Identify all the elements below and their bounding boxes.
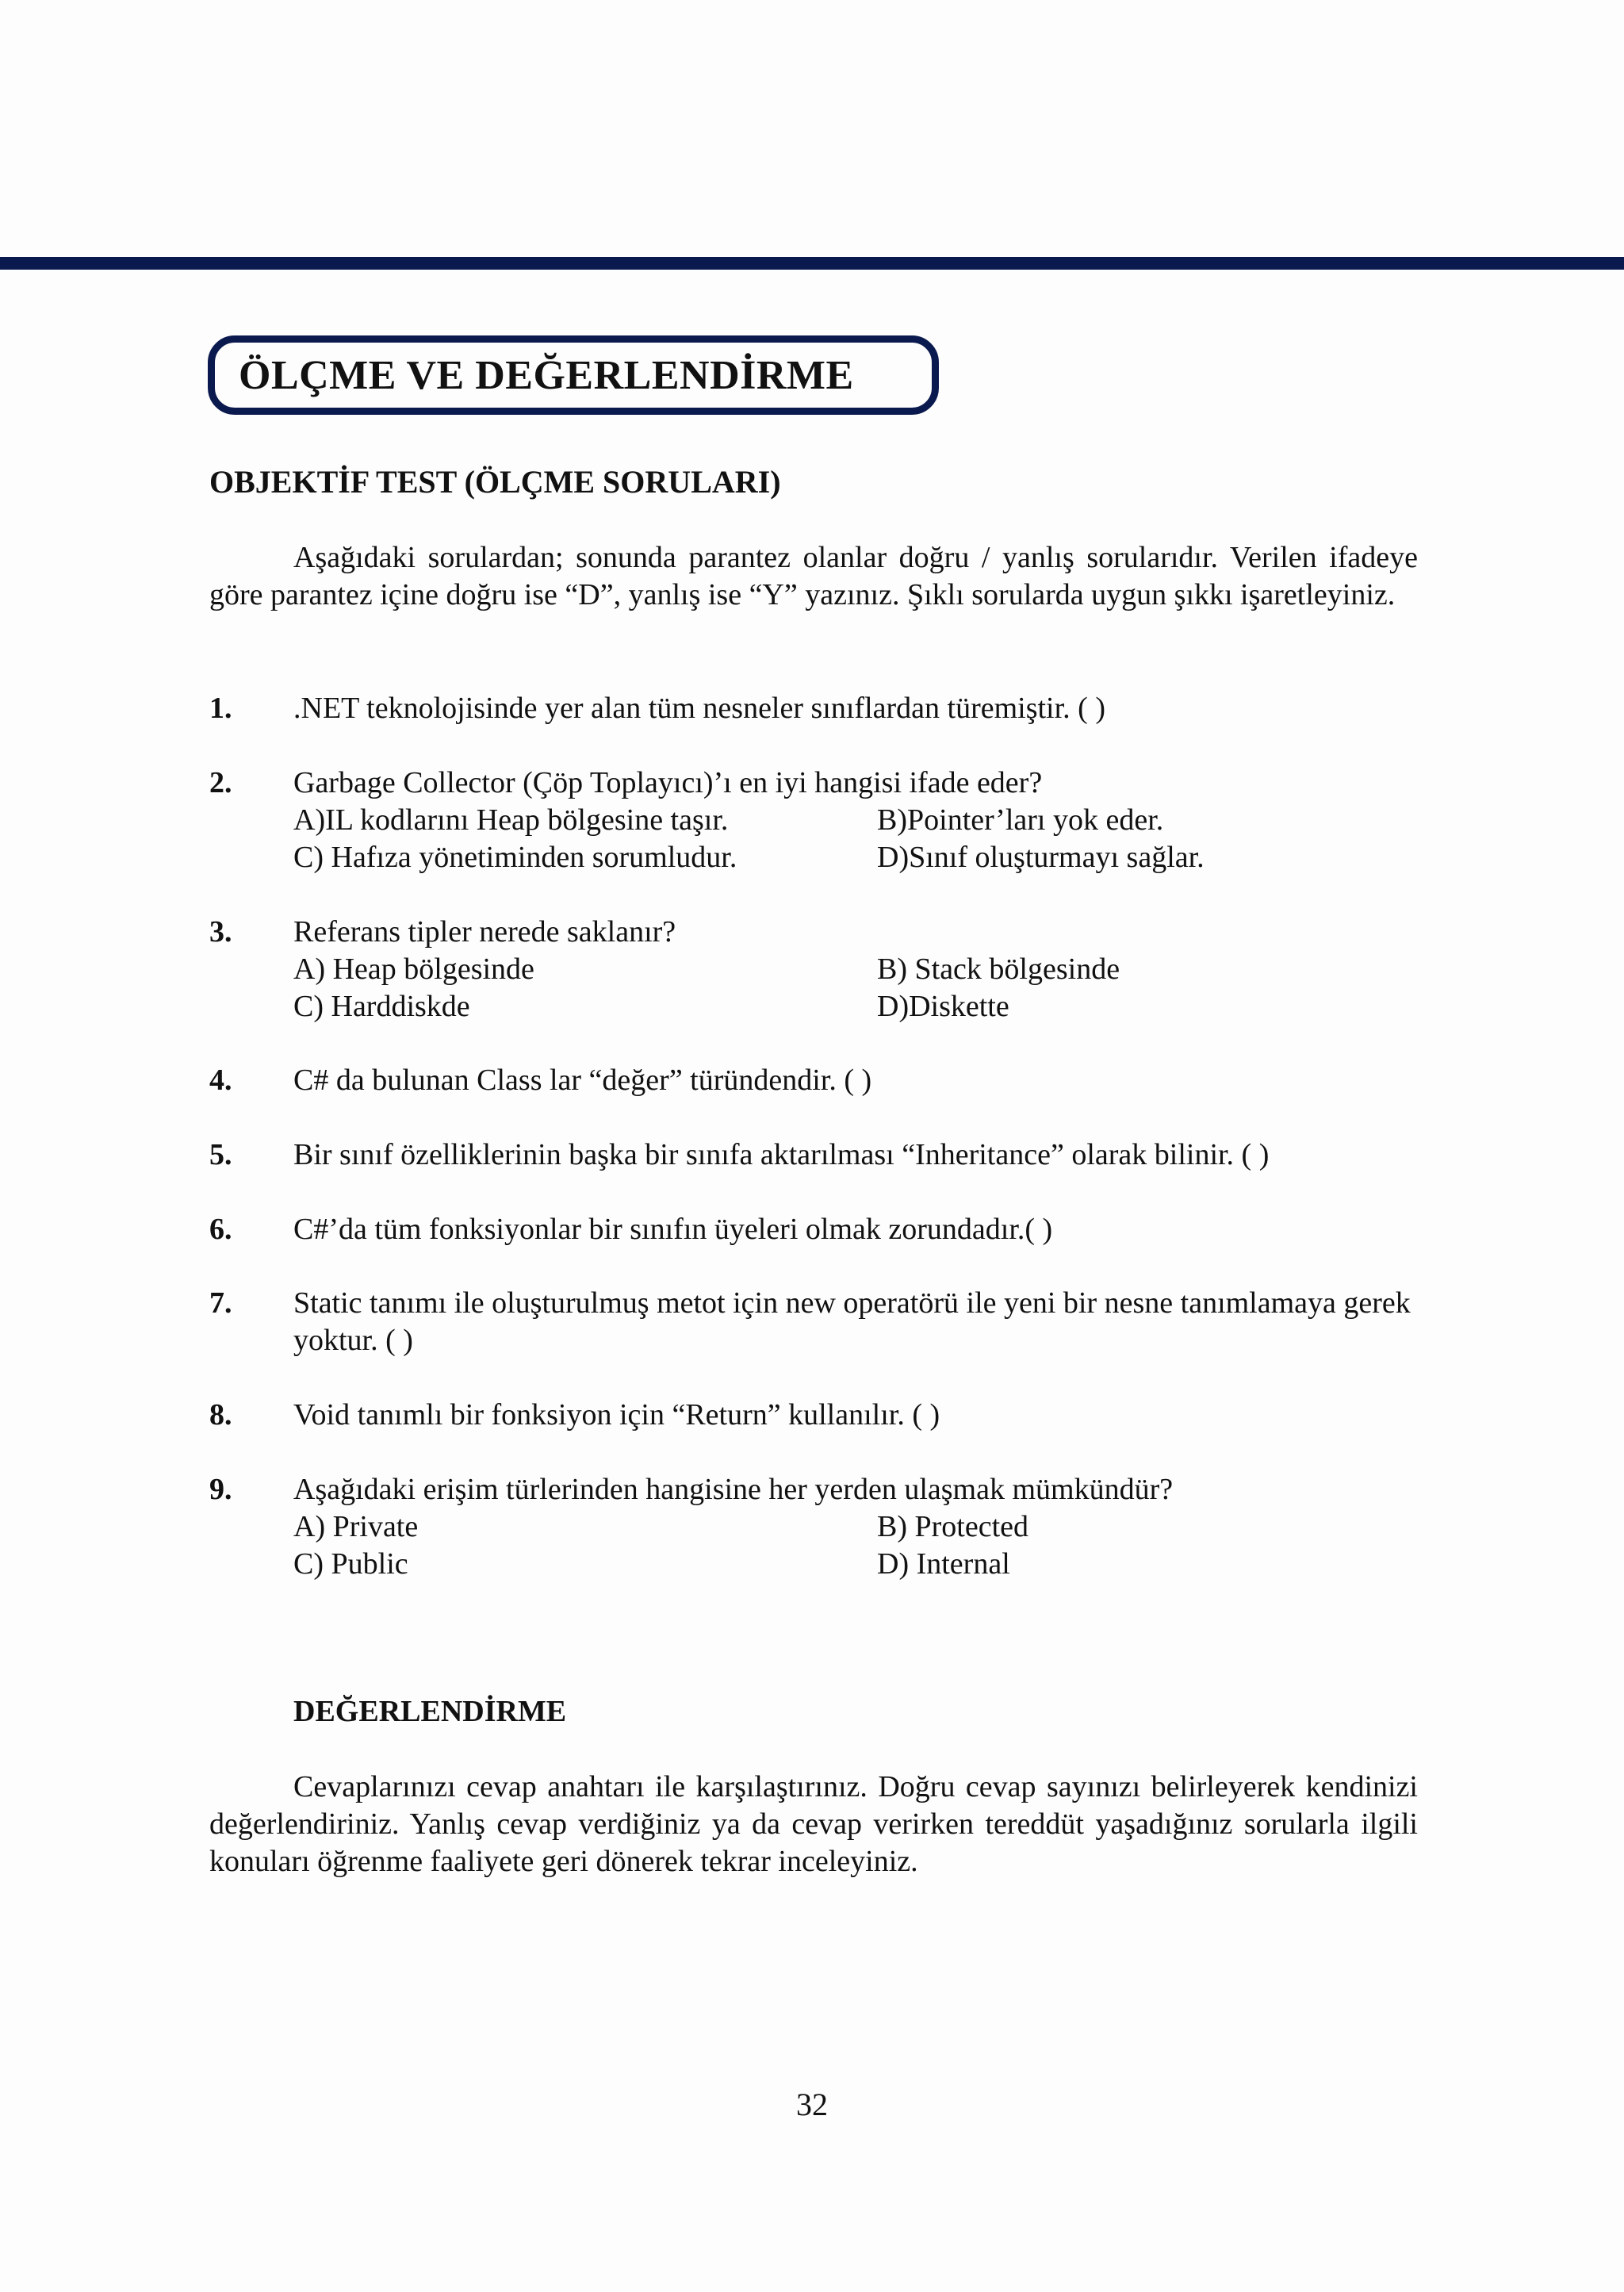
question-number: 5. bbox=[209, 1138, 232, 1171]
question-8 bbox=[209, 1397, 1423, 1434]
evaluation-title: DEĞERLENDİRME bbox=[293, 1695, 567, 1728]
question-text: C# da bulunan Class lar “değer” türündendir. ( ) bbox=[293, 1064, 872, 1097]
page-title-box bbox=[208, 335, 939, 415]
question-number: 4. bbox=[209, 1064, 232, 1097]
question-text: Bir sınıf özelliklerinin başka bir sınıfa aktarılması “Inheritance” olarak bilinir. ( ) bbox=[293, 1138, 1270, 1171]
option-c[interactable]: C) Public bbox=[293, 1547, 408, 1581]
question-text: Aşağıdaki erişim türlerinden hangisine her yerden ulaşmak mümkündür? bbox=[293, 1473, 1174, 1506]
option-c[interactable]: C) Hafıza yönetiminden sorumludur. bbox=[293, 841, 737, 874]
question-1 bbox=[209, 690, 1423, 727]
question-6 bbox=[209, 1211, 1423, 1248]
option-a[interactable]: A)IL kodlarını Heap bölgesine taşır. bbox=[293, 803, 729, 837]
question-number: 3. bbox=[209, 915, 232, 949]
question-7 bbox=[209, 1285, 1423, 1359]
option-d[interactable]: D) Internal bbox=[877, 1547, 1010, 1581]
question-9 bbox=[209, 1471, 1423, 1583]
header-rule bbox=[0, 257, 1624, 270]
option-c[interactable]: C) Harddiskde bbox=[293, 990, 470, 1023]
question-text: Referans tipler nerede saklanır? bbox=[293, 915, 676, 949]
question-5 bbox=[209, 1136, 1423, 1174]
page-number: 32 bbox=[796, 2087, 828, 2122]
question-text: .NET teknolojisinde yer alan tüm nesneler sınıflardan türemiştir. ( ) bbox=[293, 692, 1105, 725]
section-subtitle: OBJEKTİF TEST (ÖLÇME SORULARI) bbox=[209, 464, 781, 500]
question-text: Static tanımı ile oluşturulmuş metot için new operatörü ile yeni bir nesne tanımlamaya gerek yoktur. ( ) bbox=[293, 1286, 1411, 1357]
question-number: 7. bbox=[209, 1286, 232, 1320]
option-b[interactable]: B) Stack bölgesinde bbox=[877, 952, 1120, 986]
question-3 bbox=[209, 914, 1423, 1025]
question-number: 2. bbox=[209, 766, 232, 799]
question-number: 6. bbox=[209, 1213, 232, 1246]
question-text: Garbage Collector (Çöp Toplayıcı)’ı en iyi hangisi ifade eder? bbox=[293, 766, 1043, 799]
question-number: 9. bbox=[209, 1473, 232, 1506]
option-a[interactable]: A) Heap bölgesinde bbox=[293, 952, 534, 986]
page-title: ÖLÇME VE DEĞERLENDİRME bbox=[239, 352, 854, 398]
question-number: 8. bbox=[209, 1398, 232, 1432]
option-d[interactable]: D)Sınıf oluşturmayı sağlar. bbox=[877, 841, 1205, 874]
option-b[interactable]: B)Pointer’ları yok eder. bbox=[877, 803, 1164, 837]
option-d[interactable]: D)Diskette bbox=[877, 990, 1009, 1023]
question-text: Void tanımlı bir fonksiyon için “Return” kullanılır. ( ) bbox=[293, 1398, 940, 1432]
question-4 bbox=[209, 1062, 1423, 1099]
question-number: 1. bbox=[209, 692, 232, 725]
question-text: C#’da tüm fonksiyonlar bir sınıfın üyeleri olmak zorundadır.( ) bbox=[293, 1213, 1053, 1246]
instructions-paragraph: Aşağıdaki sorulardan; sonunda parantez olanlar doğru / yanlış sorularıdır. Verilen ifadeye göre parantez içine doğru ise “D”, yanlış ise “Y” yazınız. Şıklı sorularda uygun şıkkı işaretleyiniz. bbox=[209, 541, 1418, 611]
option-a[interactable]: A) Private bbox=[293, 1510, 419, 1543]
question-2 bbox=[209, 765, 1423, 876]
evaluation-paragraph: Cevaplarınızı cevap anahtarı ile karşılaştırınız. Doğru cevap sayınızı belirleyerek kendinizi değerlendiriniz. Yanlış cevap verdiğiniz ya da cevap verirken tereddüt yaşadığınız sorularla ilgili konuları öğrenme faaliyete geri dönerek tekrar inceleyiniz. bbox=[209, 1770, 1418, 1878]
option-b[interactable]: B) Protected bbox=[877, 1510, 1029, 1543]
